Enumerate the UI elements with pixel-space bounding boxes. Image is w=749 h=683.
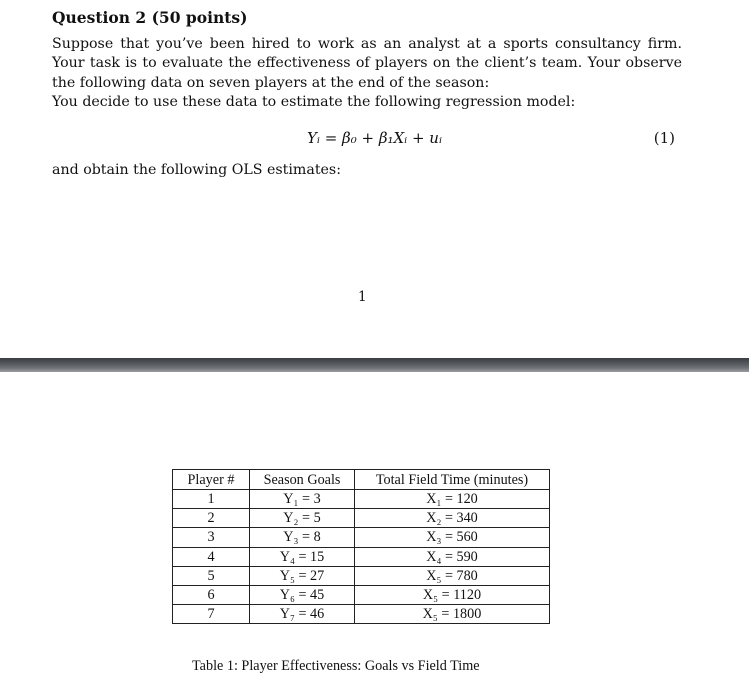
question-title: Question 2 (50 points) <box>52 8 248 27</box>
field-time: X₄ = 590 <box>355 547 550 566</box>
player-data-table <box>172 469 550 624</box>
page-number: 1 <box>358 289 367 305</box>
player-number: 5 <box>173 566 250 585</box>
paragraph-model-intro: You decide to use these data to estimate the following regression model: <box>52 94 576 111</box>
season-goals: Y₂ = 5 <box>250 509 355 528</box>
table-row <box>173 528 550 547</box>
equation-text: Yᵢ = β₀ + β₁Xᵢ + uᵢ <box>307 129 442 147</box>
season-goals: Y₇ = 46 <box>250 605 355 624</box>
player-number: 7 <box>173 605 250 624</box>
season-goals: Y₆ = 45 <box>250 585 355 604</box>
season-goals: Y₁ = 3 <box>250 490 355 509</box>
header-goals: Season Goals <box>250 470 355 490</box>
table-row <box>173 509 550 528</box>
player-number: 3 <box>173 528 250 547</box>
equation-number: (1) <box>653 129 675 147</box>
field-time: X₅ = 1120 <box>355 585 550 604</box>
ols-estimates-intro: and obtain the following OLS estimates: <box>52 162 341 178</box>
field-time: X₃ = 560 <box>355 528 550 547</box>
page-divider <box>0 358 749 372</box>
table-row <box>173 490 550 509</box>
field-time: X₂ = 340 <box>355 509 550 528</box>
player-number: 2 <box>173 509 250 528</box>
page-two <box>0 372 749 683</box>
question-paragraph <box>52 35 682 113</box>
field-time: X₅ = 1800 <box>355 605 550 624</box>
paragraph-intro: Suppose that you’ve been hired to work as an analyst at a sports consultancy firm. Your task is to evaluate the effectiveness of players on the client’s team. Your observe the following data on seven players at the end of the season: <box>52 36 682 91</box>
field-time: X₅ = 780 <box>355 566 550 585</box>
header-field-time: Total Field Time (minutes) <box>355 470 550 490</box>
regression-equation <box>0 129 749 147</box>
field-time: X₁ = 120 <box>355 490 550 509</box>
season-goals: Y₃ = 8 <box>250 528 355 547</box>
table-row <box>173 547 550 566</box>
season-goals: Y₄ = 15 <box>250 547 355 566</box>
table-row <box>173 566 550 585</box>
table-row <box>173 585 550 604</box>
player-number: 4 <box>173 547 250 566</box>
player-number: 6 <box>173 585 250 604</box>
season-goals: Y₅ = 27 <box>250 566 355 585</box>
table-header-row <box>173 470 550 490</box>
table-caption: Table 1: Player Effectiveness: Goals vs Field Time <box>192 658 480 674</box>
header-player: Player # <box>173 470 250 490</box>
player-number: 1 <box>173 490 250 509</box>
table-row <box>173 605 550 624</box>
